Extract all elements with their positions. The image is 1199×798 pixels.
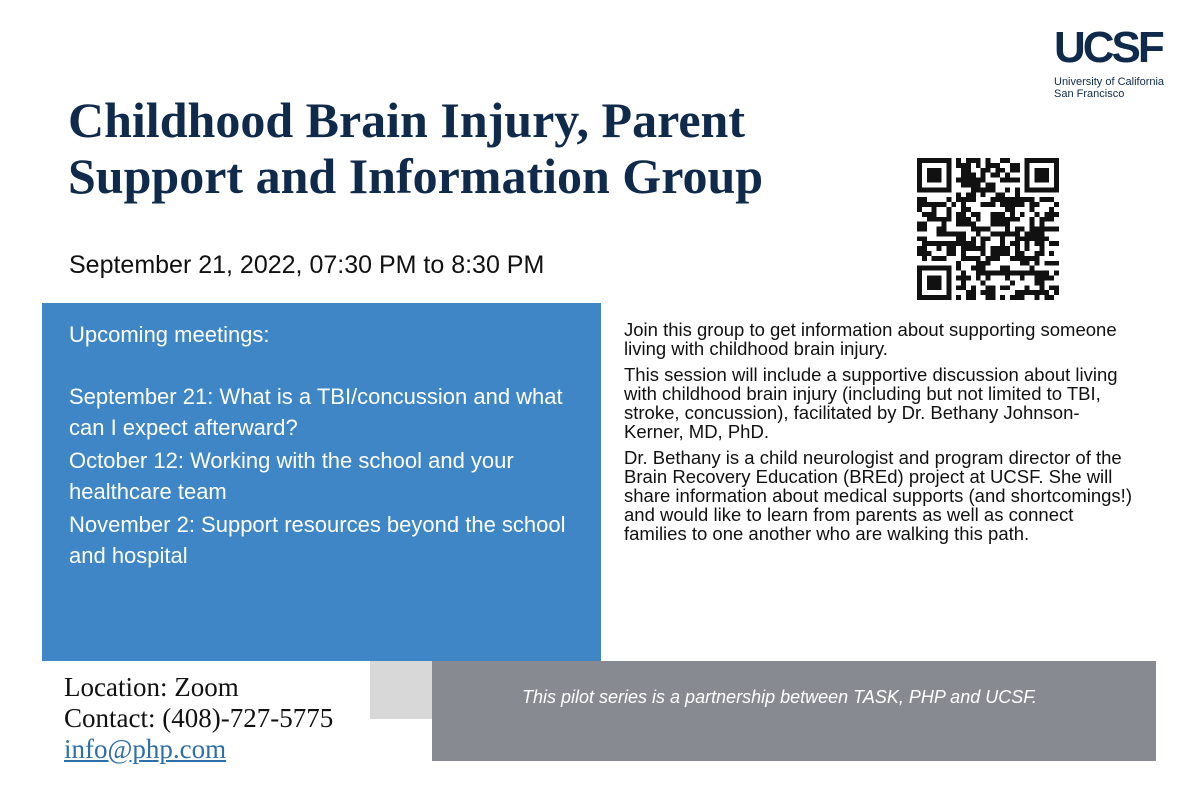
description-paragraph: Join this group to get information about supporting someone living with childhood brain injury. <box>624 319 1117 359</box>
meetings-panel <box>42 303 601 661</box>
qr-finder-top-left <box>917 158 951 192</box>
event-date: September 21, 2022, 07:30 PM to 8:30 PM <box>69 251 545 279</box>
meeting-item: November 2: Support resources beyond the school and hospital <box>69 512 566 568</box>
logo-subtitle-line2: San Francisco <box>1054 88 1125 100</box>
qr-finder-top-right <box>1025 158 1059 192</box>
decorative-square <box>370 661 432 719</box>
location-text: Location: Zoom <box>64 672 239 702</box>
page-title <box>68 92 908 204</box>
qr-code-icon[interactable] <box>917 158 1059 300</box>
ucsf-logo <box>1054 23 1174 100</box>
partnership-banner <box>432 661 1156 761</box>
meetings-heading: Upcoming meetings: <box>69 322 270 347</box>
partnership-text: This pilot series is a partnership between TASK, PHP and UCSF. <box>522 687 1037 707</box>
description-paragraph: Dr. Bethany is a child neurologist and program director of the Brain Recovery Education (BREd) project at UCSF. She will share information about medical supports (and shortcomings!) and would like to learn from parents as well as connect families to one another who are walking this path. <box>624 447 1132 544</box>
meeting-item: October 12: Working with the school and your healthcare team <box>69 448 514 504</box>
qr-finder-bottom-left <box>917 266 951 300</box>
meeting-item: September 21: What is a TBI/concussion and what can I expect afterward? <box>69 384 563 440</box>
logo-wordmark: UCSF <box>1054 23 1162 72</box>
email-link[interactable]: info@php.com <box>64 734 227 764</box>
title-line-2: Support and Information Group <box>68 148 764 204</box>
contact-info <box>64 672 333 765</box>
title-line-1: Childhood Brain Injury, Parent <box>68 92 746 148</box>
description <box>624 320 1134 550</box>
logo-subtitle-line1: University of California <box>1054 76 1165 88</box>
logo-subtitle <box>1054 76 1174 100</box>
description-paragraph: This session will include a supportive discussion about living with childhood brain injury (including but not limited to TBI, stroke, concussion), facilitated by Dr. Bethany Johnson-Kerner, MD, PhD. <box>624 364 1118 442</box>
contact-phone: Contact: (408)-727-5775 <box>64 703 334 733</box>
